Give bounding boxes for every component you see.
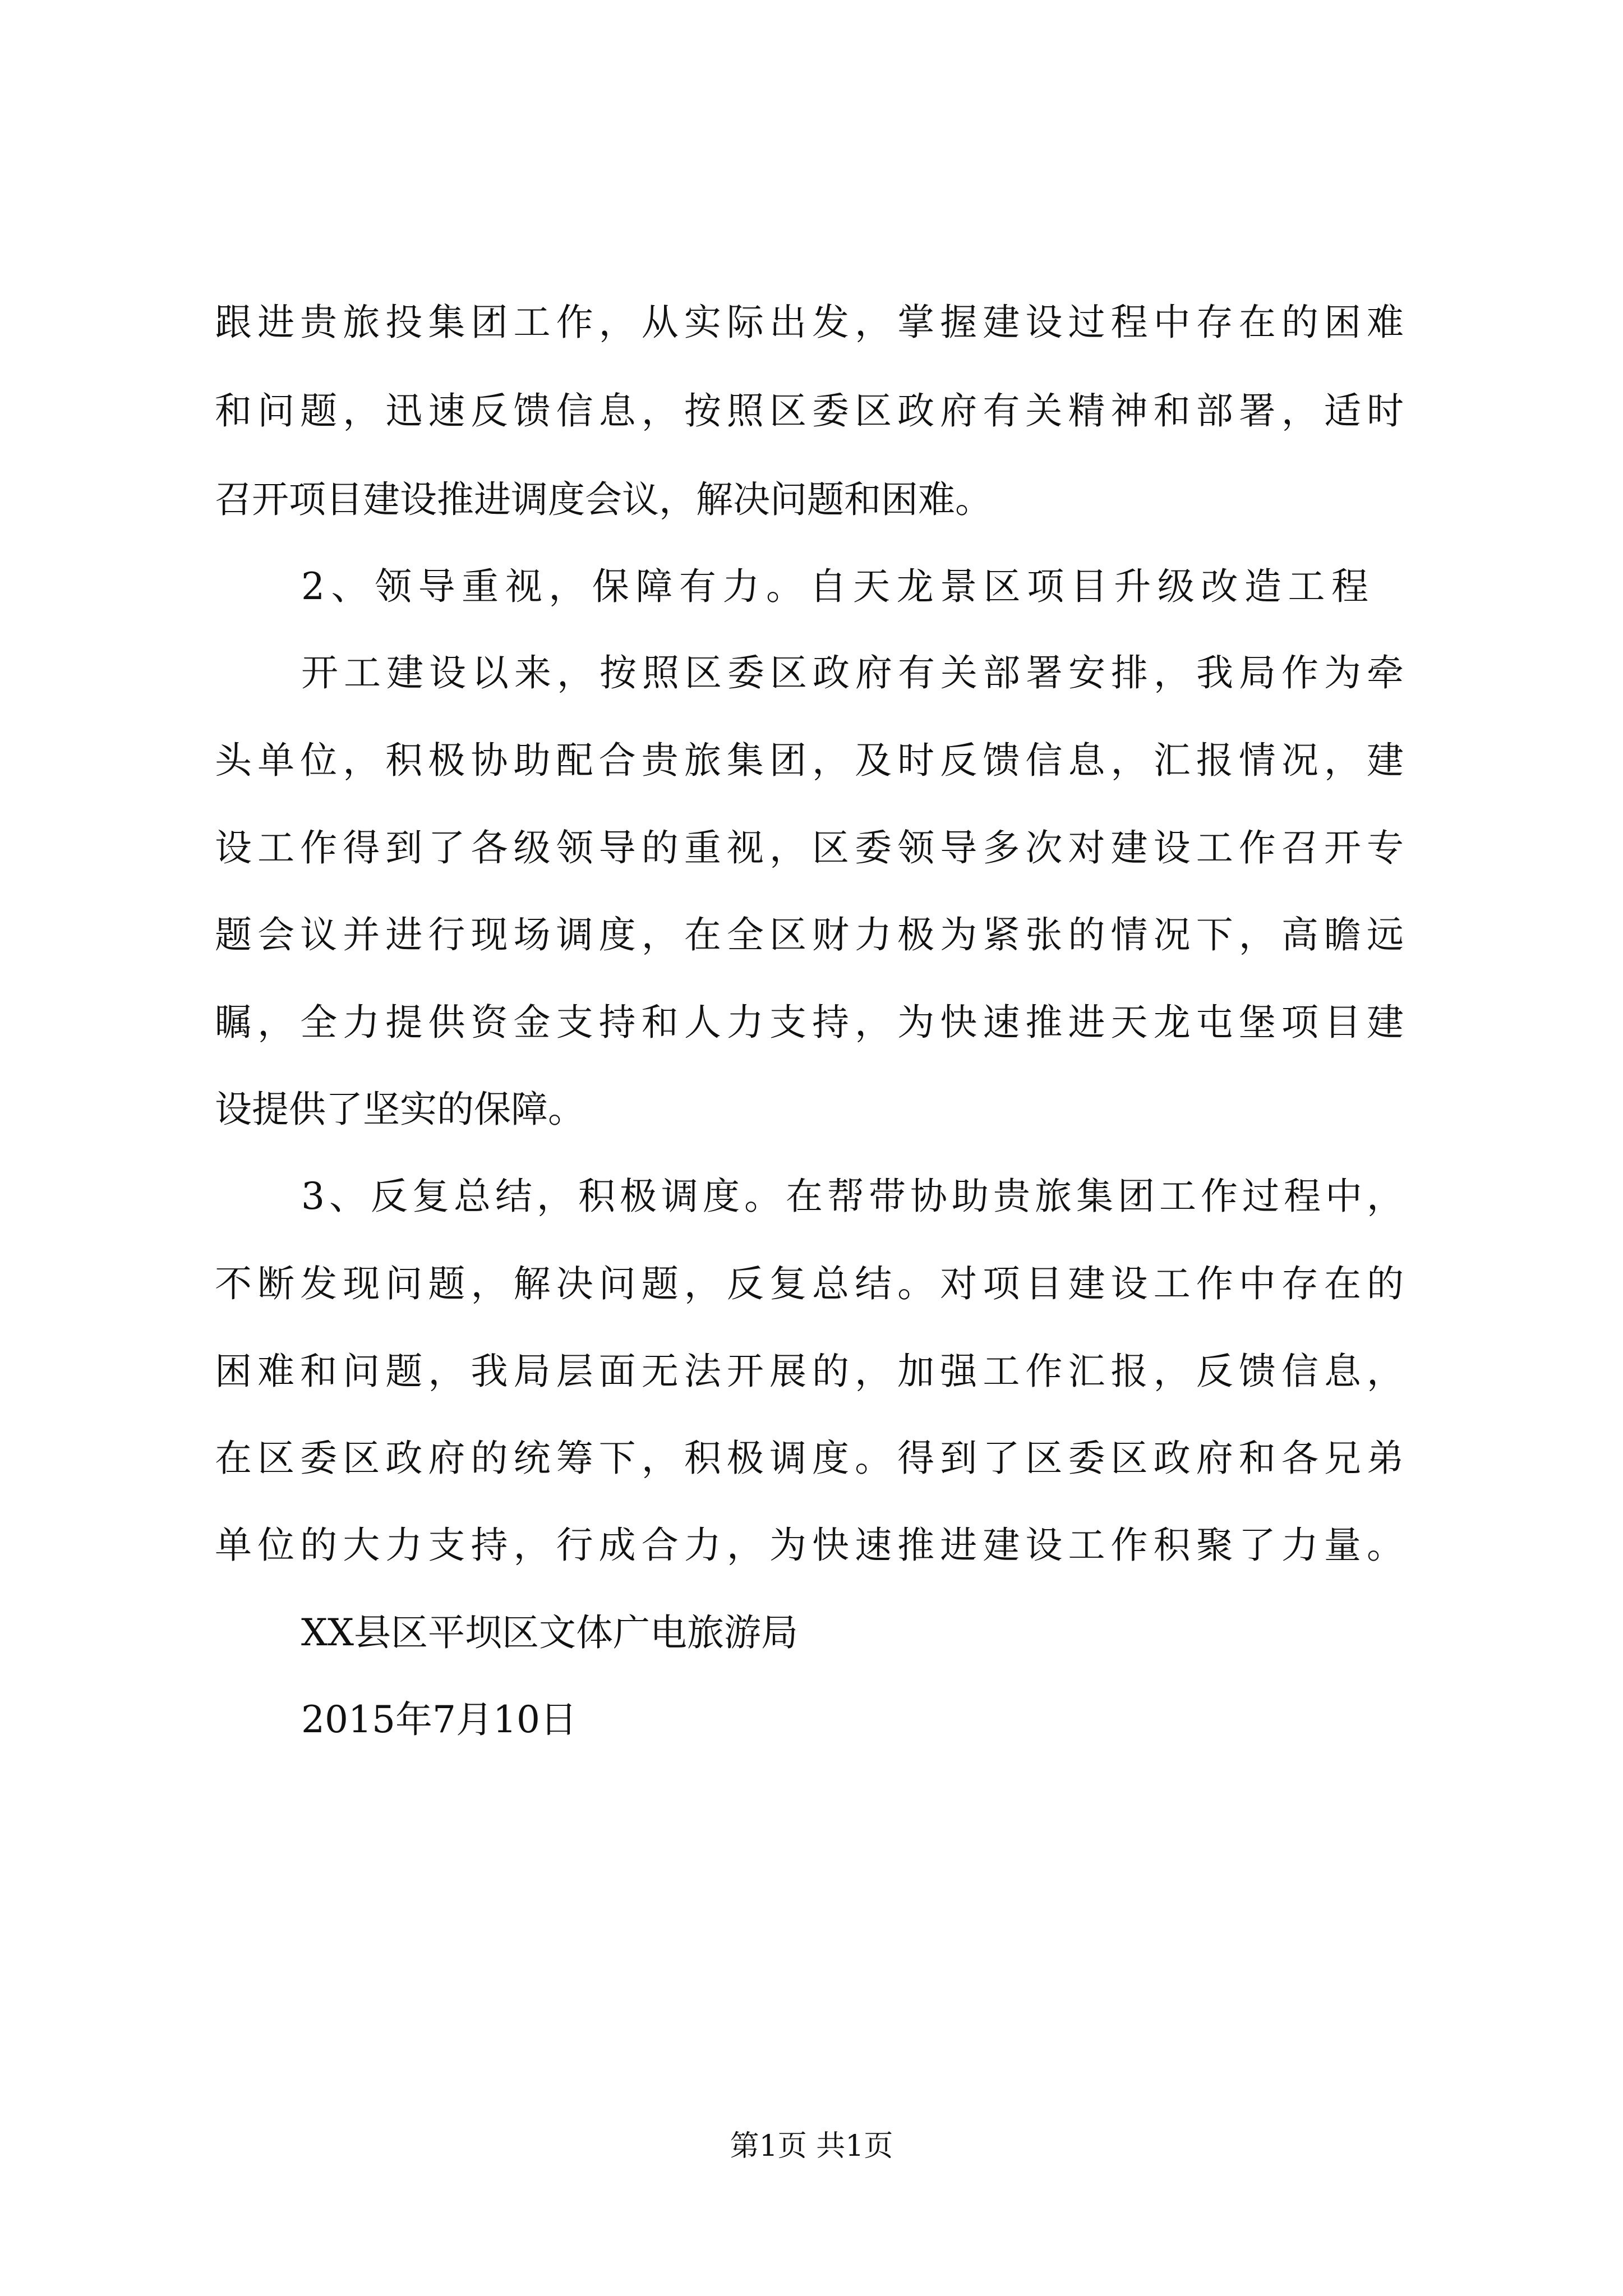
body-line: 单位的大力支持，行成合力，为快速推进建设工作积聚了力量。: [215, 1524, 1404, 1567]
signature-organization: XX县区平坝区文体广电旅游局: [301, 1611, 798, 1654]
body-line: 瞩，全力提供资金支持和人力支持，为快速推进天龙屯堡项目建: [215, 1001, 1404, 1044]
body-line: 开工建设以来，按照区委区政府有关部署安排，我局作为牵: [301, 651, 1404, 694]
body-line: 设工作得到了各级领导的重视，区委领导多次对建设工作召开专: [215, 826, 1404, 869]
body-line: 头单位，积极协助配合贵旅集团，及时反馈信息，汇报情况，建: [215, 739, 1404, 782]
body-line: 召开项目建设推进调度会议，解决问题和困难。: [215, 478, 992, 521]
section-heading-2: 2、领导重视，保障有力。自天龙景区项目升级改造工程: [301, 565, 1368, 608]
page-number-footer: 第1页 共1页: [730, 2129, 893, 2163]
body-line: 题会议并进行现场调度，在全区财力极为紧张的情况下，高瞻远: [215, 913, 1404, 956]
section-heading-3: 3、反复总结，积极调度。在帮带协助贵旅集团工作过程中，: [301, 1175, 1404, 1218]
body-line: 设提供了坚实的保障。: [215, 1088, 585, 1131]
body-line: 不断发现问题，解决问题，反复总结。对项目建设工作中存在的: [215, 1262, 1404, 1305]
signature-date: 2015年7月10日: [301, 1698, 577, 1741]
body-line: 困难和问题，我局层面无法开展的，加强工作汇报，反馈信息，: [215, 1350, 1404, 1393]
body-line: 在区委区政府的统筹下，积极调度。得到了区委区政府和各兄弟: [215, 1437, 1404, 1480]
body-line: 和问题，迅速反馈信息，按照区委区政府有关精神和部署，适时: [215, 389, 1404, 432]
body-line: 跟进贵旅投集团工作，从实际出发，掌握建设过程中存在的困难: [215, 301, 1404, 344]
